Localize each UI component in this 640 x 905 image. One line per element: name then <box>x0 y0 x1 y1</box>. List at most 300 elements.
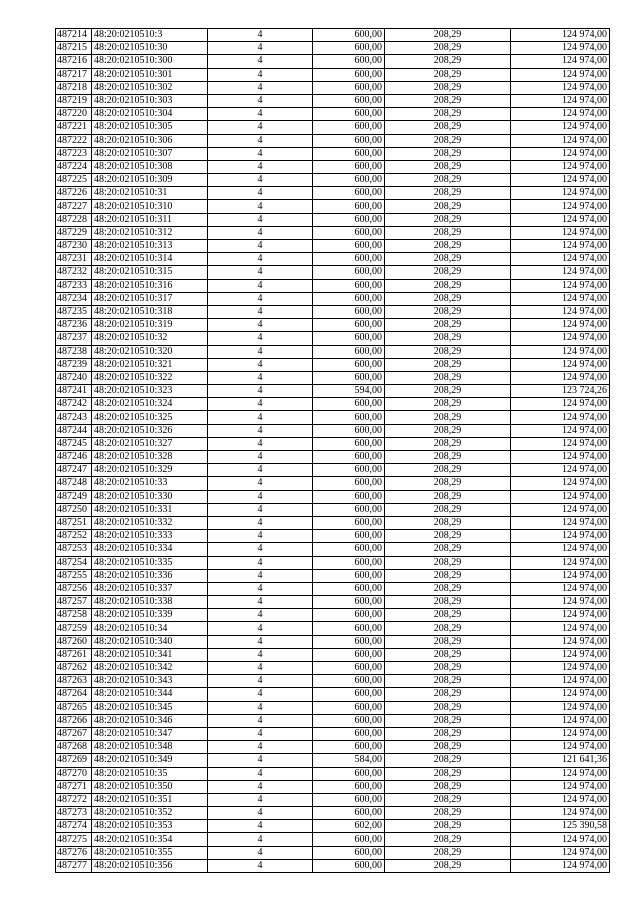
area-cell: 600,00 <box>313 622 385 635</box>
group-cell: 4 <box>208 635 313 648</box>
unit-value-cell: 208,29 <box>385 292 511 305</box>
area-cell: 600,00 <box>313 358 385 371</box>
row-id-cell: 487214 <box>56 29 92 42</box>
area-cell: 600,00 <box>313 688 385 701</box>
unit-value-cell: 208,29 <box>385 622 511 635</box>
row-id-cell: 487249 <box>56 490 92 503</box>
row-id-cell: 487223 <box>56 147 92 160</box>
table-row <box>56 701 610 714</box>
area-cell: 600,00 <box>313 55 385 68</box>
table-row <box>56 200 610 213</box>
row-id-cell: 487264 <box>56 688 92 701</box>
cadastral-number-cell: 48:20:0210510:314 <box>92 253 208 266</box>
unit-value-cell: 208,29 <box>385 543 511 556</box>
cadastral-value-cell: 124 974,00 <box>511 503 610 516</box>
cadastral-number-cell: 48:20:0210510:334 <box>92 543 208 556</box>
table-row <box>56 226 610 239</box>
area-cell: 600,00 <box>313 253 385 266</box>
group-cell: 4 <box>208 213 313 226</box>
area-cell: 600,00 <box>313 160 385 173</box>
table-row <box>56 411 610 424</box>
cadastral-value-cell: 124 974,00 <box>511 121 610 134</box>
area-cell: 600,00 <box>313 174 385 187</box>
group-cell: 4 <box>208 266 313 279</box>
group-cell: 4 <box>208 134 313 147</box>
unit-value-cell: 208,29 <box>385 662 511 675</box>
table-row <box>56 688 610 701</box>
row-id-cell: 487270 <box>56 767 92 780</box>
cadastral-number-cell: 48:20:0210510:333 <box>92 530 208 543</box>
cadastral-value-cell: 124 974,00 <box>511 424 610 437</box>
cadastral-value-cell: 124 974,00 <box>511 793 610 806</box>
row-id-cell: 487228 <box>56 213 92 226</box>
group-cell: 4 <box>208 846 313 859</box>
area-cell: 600,00 <box>313 147 385 160</box>
group-cell: 4 <box>208 200 313 213</box>
area-cell: 600,00 <box>313 411 385 424</box>
table-row <box>56 754 610 767</box>
row-id-cell: 487266 <box>56 714 92 727</box>
group-cell: 4 <box>208 371 313 384</box>
row-id-cell: 487261 <box>56 648 92 661</box>
cadastral-number-cell: 48:20:0210510:352 <box>92 807 208 820</box>
cadastral-value-cell: 124 974,00 <box>511 464 610 477</box>
group-cell: 4 <box>208 147 313 160</box>
cadastral-number-cell: 48:20:0210510:338 <box>92 596 208 609</box>
table-row <box>56 437 610 450</box>
row-id-cell: 487263 <box>56 675 92 688</box>
table-row <box>56 741 610 754</box>
unit-value-cell: 208,29 <box>385 81 511 94</box>
group-cell: 4 <box>208 385 313 398</box>
cadastral-number-cell: 48:20:0210510:328 <box>92 451 208 464</box>
row-id-cell: 487254 <box>56 556 92 569</box>
cadastral-value-cell: 124 974,00 <box>511 81 610 94</box>
table-row <box>56 820 610 833</box>
cadastral-number-cell: 48:20:0210510:34 <box>92 622 208 635</box>
group-cell: 4 <box>208 174 313 187</box>
cadastral-number-cell: 48:20:0210510:350 <box>92 780 208 793</box>
table-row <box>56 569 610 582</box>
area-cell: 600,00 <box>313 701 385 714</box>
group-cell: 4 <box>208 279 313 292</box>
unit-value-cell: 208,29 <box>385 332 511 345</box>
cadastral-value-table <box>55 28 610 873</box>
table-row <box>56 859 610 872</box>
cadastral-value-cell: 125 390,58 <box>511 820 610 833</box>
cadastral-number-cell: 48:20:0210510:302 <box>92 81 208 94</box>
table-row <box>56 609 610 622</box>
unit-value-cell: 208,29 <box>385 371 511 384</box>
table-row <box>56 622 610 635</box>
cadastral-value-cell: 124 974,00 <box>511 451 610 464</box>
group-cell: 4 <box>208 477 313 490</box>
cadastral-value-cell: 124 974,00 <box>511 147 610 160</box>
cadastral-value-cell: 124 974,00 <box>511 609 610 622</box>
table-row <box>56 160 610 173</box>
area-cell: 600,00 <box>313 200 385 213</box>
table-row <box>56 648 610 661</box>
row-id-cell: 487251 <box>56 516 92 529</box>
cadastral-number-cell: 48:20:0210510:355 <box>92 846 208 859</box>
group-cell: 4 <box>208 793 313 806</box>
cadastral-value-cell: 124 974,00 <box>511 134 610 147</box>
cadastral-value-cell: 124 974,00 <box>511 371 610 384</box>
group-cell: 4 <box>208 55 313 68</box>
cadastral-value-cell: 124 974,00 <box>511 596 610 609</box>
area-cell: 600,00 <box>313 582 385 595</box>
unit-value-cell: 208,29 <box>385 134 511 147</box>
cadastral-number-cell: 48:20:0210510:310 <box>92 200 208 213</box>
cadastral-number-cell: 48:20:0210510:345 <box>92 701 208 714</box>
cadastral-value-cell: 124 974,00 <box>511 833 610 846</box>
row-id-cell: 487235 <box>56 305 92 318</box>
table-row <box>56 345 610 358</box>
cadastral-number-cell: 48:20:0210510:356 <box>92 859 208 872</box>
group-cell: 4 <box>208 701 313 714</box>
cadastral-number-cell: 48:20:0210510:332 <box>92 516 208 529</box>
table-row <box>56 240 610 253</box>
group-cell: 4 <box>208 622 313 635</box>
row-id-cell: 487260 <box>56 635 92 648</box>
table-row <box>56 279 610 292</box>
row-id-cell: 487275 <box>56 833 92 846</box>
unit-value-cell: 208,29 <box>385 279 511 292</box>
row-id-cell: 487247 <box>56 464 92 477</box>
group-cell: 4 <box>208 556 313 569</box>
cadastral-value-cell: 124 974,00 <box>511 305 610 318</box>
table-row <box>56 42 610 55</box>
table-row <box>56 833 610 846</box>
unit-value-cell: 208,29 <box>385 596 511 609</box>
group-cell: 4 <box>208 424 313 437</box>
unit-value-cell: 208,29 <box>385 807 511 820</box>
cadastral-number-cell: 48:20:0210510:335 <box>92 556 208 569</box>
cadastral-value-cell: 124 974,00 <box>511 662 610 675</box>
cadastral-value-cell: 124 974,00 <box>511 569 610 582</box>
unit-value-cell: 208,29 <box>385 187 511 200</box>
group-cell: 4 <box>208 543 313 556</box>
table-row <box>56 385 610 398</box>
cadastral-number-cell: 48:20:0210510:300 <box>92 55 208 68</box>
area-cell: 600,00 <box>313 675 385 688</box>
cadastral-value-cell: 124 974,00 <box>511 29 610 42</box>
group-cell: 4 <box>208 411 313 424</box>
area-cell: 600,00 <box>313 81 385 94</box>
cadastral-value-cell: 124 974,00 <box>511 741 610 754</box>
cadastral-number-cell: 48:20:0210510:313 <box>92 240 208 253</box>
area-cell: 594,00 <box>313 385 385 398</box>
group-cell: 4 <box>208 780 313 793</box>
unit-value-cell: 208,29 <box>385 635 511 648</box>
unit-value-cell: 208,29 <box>385 68 511 81</box>
cadastral-number-cell: 48:20:0210510:317 <box>92 292 208 305</box>
table-row <box>56 134 610 147</box>
cadastral-number-cell: 48:20:0210510:327 <box>92 437 208 450</box>
cadastral-number-cell: 48:20:0210510:346 <box>92 714 208 727</box>
unit-value-cell: 208,29 <box>385 94 511 107</box>
cadastral-value-cell: 124 974,00 <box>511 108 610 121</box>
table-row <box>56 305 610 318</box>
row-id-cell: 487255 <box>56 569 92 582</box>
group-cell: 4 <box>208 451 313 464</box>
unit-value-cell: 208,29 <box>385 464 511 477</box>
table-row <box>56 147 610 160</box>
unit-value-cell: 208,29 <box>385 859 511 872</box>
unit-value-cell: 208,29 <box>385 490 511 503</box>
cadastral-value-cell: 124 974,00 <box>511 253 610 266</box>
cadastral-number-cell: 48:20:0210510:320 <box>92 345 208 358</box>
group-cell: 4 <box>208 94 313 107</box>
unit-value-cell: 208,29 <box>385 29 511 42</box>
row-id-cell: 487229 <box>56 226 92 239</box>
area-cell: 600,00 <box>313 266 385 279</box>
row-id-cell: 487257 <box>56 596 92 609</box>
area-cell: 600,00 <box>313 859 385 872</box>
cadastral-value-cell: 124 974,00 <box>511 437 610 450</box>
row-id-cell: 487221 <box>56 121 92 134</box>
cadastral-value-cell: 124 974,00 <box>511 160 610 173</box>
cadastral-number-cell: 48:20:0210510:30 <box>92 42 208 55</box>
unit-value-cell: 208,29 <box>385 200 511 213</box>
cadastral-number-cell: 48:20:0210510:318 <box>92 305 208 318</box>
unit-value-cell: 208,29 <box>385 846 511 859</box>
cadastral-value-cell: 124 974,00 <box>511 226 610 239</box>
row-id-cell: 487265 <box>56 701 92 714</box>
cadastral-value-cell: 124 974,00 <box>511 701 610 714</box>
table-row <box>56 451 610 464</box>
unit-value-cell: 208,29 <box>385 55 511 68</box>
area-cell: 602,00 <box>313 820 385 833</box>
group-cell: 4 <box>208 662 313 675</box>
cadastral-value-cell: 124 974,00 <box>511 530 610 543</box>
group-cell: 4 <box>208 609 313 622</box>
cadastral-value-cell: 124 974,00 <box>511 556 610 569</box>
unit-value-cell: 208,29 <box>385 675 511 688</box>
cadastral-number-cell: 48:20:0210510:325 <box>92 411 208 424</box>
group-cell: 4 <box>208 807 313 820</box>
group-cell: 4 <box>208 240 313 253</box>
cadastral-value-cell: 124 974,00 <box>511 174 610 187</box>
group-cell: 4 <box>208 345 313 358</box>
group-cell: 4 <box>208 490 313 503</box>
unit-value-cell: 208,29 <box>385 451 511 464</box>
cadastral-number-cell: 48:20:0210510:308 <box>92 160 208 173</box>
unit-value-cell: 208,29 <box>385 108 511 121</box>
cadastral-number-cell: 48:20:0210510:306 <box>92 134 208 147</box>
cadastral-number-cell: 48:20:0210510:319 <box>92 319 208 332</box>
cadastral-number-cell: 48:20:0210510:343 <box>92 675 208 688</box>
area-cell: 600,00 <box>313 464 385 477</box>
cadastral-number-cell: 48:20:0210510:305 <box>92 121 208 134</box>
row-id-cell: 487276 <box>56 846 92 859</box>
table-row <box>56 266 610 279</box>
cadastral-number-cell: 48:20:0210510:304 <box>92 108 208 121</box>
row-id-cell: 487230 <box>56 240 92 253</box>
cadastral-number-cell: 48:20:0210510:349 <box>92 754 208 767</box>
area-cell: 600,00 <box>313 635 385 648</box>
group-cell: 4 <box>208 833 313 846</box>
area-cell: 600,00 <box>313 503 385 516</box>
unit-value-cell: 208,29 <box>385 147 511 160</box>
area-cell: 600,00 <box>313 213 385 226</box>
cadastral-number-cell: 48:20:0210510:316 <box>92 279 208 292</box>
table-row <box>56 714 610 727</box>
row-id-cell: 487250 <box>56 503 92 516</box>
row-id-cell: 487238 <box>56 345 92 358</box>
unit-value-cell: 208,29 <box>385 437 511 450</box>
unit-value-cell: 208,29 <box>385 266 511 279</box>
row-id-cell: 487219 <box>56 94 92 107</box>
cadastral-value-cell: 124 974,00 <box>511 859 610 872</box>
cadastral-number-cell: 48:20:0210510:323 <box>92 385 208 398</box>
row-id-cell: 487226 <box>56 187 92 200</box>
area-cell: 600,00 <box>313 846 385 859</box>
table-row <box>56 767 610 780</box>
row-id-cell: 487218 <box>56 81 92 94</box>
cadastral-value-cell: 124 974,00 <box>511 292 610 305</box>
table-row <box>56 807 610 820</box>
table-row <box>56 516 610 529</box>
row-id-cell: 487269 <box>56 754 92 767</box>
unit-value-cell: 208,29 <box>385 319 511 332</box>
table-row <box>56 358 610 371</box>
cadastral-number-cell: 48:20:0210510:315 <box>92 266 208 279</box>
cadastral-value-cell: 124 974,00 <box>511 490 610 503</box>
cadastral-value-cell: 124 974,00 <box>511 648 610 661</box>
area-cell: 600,00 <box>313 29 385 42</box>
table-row <box>56 253 610 266</box>
row-id-cell: 487259 <box>56 622 92 635</box>
table-row <box>56 398 610 411</box>
area-cell: 600,00 <box>313 187 385 200</box>
cadastral-number-cell: 48:20:0210510:303 <box>92 94 208 107</box>
area-cell: 600,00 <box>313 226 385 239</box>
unit-value-cell: 208,29 <box>385 793 511 806</box>
row-id-cell: 487237 <box>56 332 92 345</box>
unit-value-cell: 208,29 <box>385 121 511 134</box>
row-id-cell: 487234 <box>56 292 92 305</box>
unit-value-cell: 208,29 <box>385 727 511 740</box>
area-cell: 600,00 <box>313 279 385 292</box>
cadastral-number-cell: 48:20:0210510:309 <box>92 174 208 187</box>
unit-value-cell: 208,29 <box>385 714 511 727</box>
cadastral-number-cell: 48:20:0210510:339 <box>92 609 208 622</box>
cadastral-number-cell: 48:20:0210510:322 <box>92 371 208 384</box>
cadastral-value-cell: 124 974,00 <box>511 279 610 292</box>
row-id-cell: 487236 <box>56 319 92 332</box>
row-id-cell: 487241 <box>56 385 92 398</box>
group-cell: 4 <box>208 68 313 81</box>
cadastral-number-cell: 48:20:0210510:321 <box>92 358 208 371</box>
cadastral-number-cell: 48:20:0210510:348 <box>92 741 208 754</box>
area-cell: 600,00 <box>313 451 385 464</box>
group-cell: 4 <box>208 859 313 872</box>
group-cell: 4 <box>208 569 313 582</box>
row-id-cell: 487244 <box>56 424 92 437</box>
cadastral-value-cell: 124 974,00 <box>511 187 610 200</box>
cadastral-value-cell: 124 974,00 <box>511 846 610 859</box>
group-cell: 4 <box>208 292 313 305</box>
group-cell: 4 <box>208 820 313 833</box>
table-row <box>56 530 610 543</box>
unit-value-cell: 208,29 <box>385 754 511 767</box>
area-cell: 600,00 <box>313 68 385 81</box>
table-row <box>56 424 610 437</box>
unit-value-cell: 208,29 <box>385 226 511 239</box>
row-id-cell: 487267 <box>56 727 92 740</box>
row-id-cell: 487242 <box>56 398 92 411</box>
area-cell: 600,00 <box>313 556 385 569</box>
row-id-cell: 487240 <box>56 371 92 384</box>
area-cell: 600,00 <box>313 727 385 740</box>
table-row <box>56 596 610 609</box>
group-cell: 4 <box>208 332 313 345</box>
table-row <box>56 556 610 569</box>
cadastral-number-cell: 48:20:0210510:31 <box>92 187 208 200</box>
cadastral-value-cell: 124 974,00 <box>511 345 610 358</box>
cadastral-value-cell: 124 974,00 <box>511 332 610 345</box>
cadastral-value-cell: 124 974,00 <box>511 42 610 55</box>
area-cell: 600,00 <box>313 121 385 134</box>
row-id-cell: 487227 <box>56 200 92 213</box>
cadastral-value-cell: 124 974,00 <box>511 714 610 727</box>
table-row <box>56 174 610 187</box>
row-id-cell: 487220 <box>56 108 92 121</box>
cadastral-number-cell: 48:20:0210510:351 <box>92 793 208 806</box>
group-cell: 4 <box>208 767 313 780</box>
unit-value-cell: 208,29 <box>385 648 511 661</box>
table-row <box>56 81 610 94</box>
row-id-cell: 487217 <box>56 68 92 81</box>
group-cell: 4 <box>208 187 313 200</box>
area-cell: 600,00 <box>313 332 385 345</box>
table-row <box>56 543 610 556</box>
cadastral-value-cell: 124 974,00 <box>511 688 610 701</box>
cadastral-number-cell: 48:20:0210510:35 <box>92 767 208 780</box>
group-cell: 4 <box>208 648 313 661</box>
area-cell: 600,00 <box>313 424 385 437</box>
unit-value-cell: 208,29 <box>385 556 511 569</box>
table-body <box>56 29 610 873</box>
unit-value-cell: 208,29 <box>385 253 511 266</box>
area-cell: 600,00 <box>313 437 385 450</box>
group-cell: 4 <box>208 226 313 239</box>
row-id-cell: 487272 <box>56 793 92 806</box>
group-cell: 4 <box>208 714 313 727</box>
cadastral-number-cell: 48:20:0210510:326 <box>92 424 208 437</box>
area-cell: 600,00 <box>313 371 385 384</box>
table-row <box>56 490 610 503</box>
area-cell: 600,00 <box>313 398 385 411</box>
group-cell: 4 <box>208 121 313 134</box>
area-cell: 600,00 <box>313 569 385 582</box>
unit-value-cell: 208,29 <box>385 820 511 833</box>
cadastral-value-cell: 124 974,00 <box>511 780 610 793</box>
row-id-cell: 487224 <box>56 160 92 173</box>
cadastral-value-cell: 124 974,00 <box>511 68 610 81</box>
row-id-cell: 487248 <box>56 477 92 490</box>
cadastral-number-cell: 48:20:0210510:353 <box>92 820 208 833</box>
cadastral-value-cell: 124 974,00 <box>511 398 610 411</box>
table-row <box>56 108 610 121</box>
table-row <box>56 68 610 81</box>
row-id-cell: 487258 <box>56 609 92 622</box>
row-id-cell: 487239 <box>56 358 92 371</box>
area-cell: 600,00 <box>313 596 385 609</box>
table-row <box>56 371 610 384</box>
area-cell: 600,00 <box>313 780 385 793</box>
